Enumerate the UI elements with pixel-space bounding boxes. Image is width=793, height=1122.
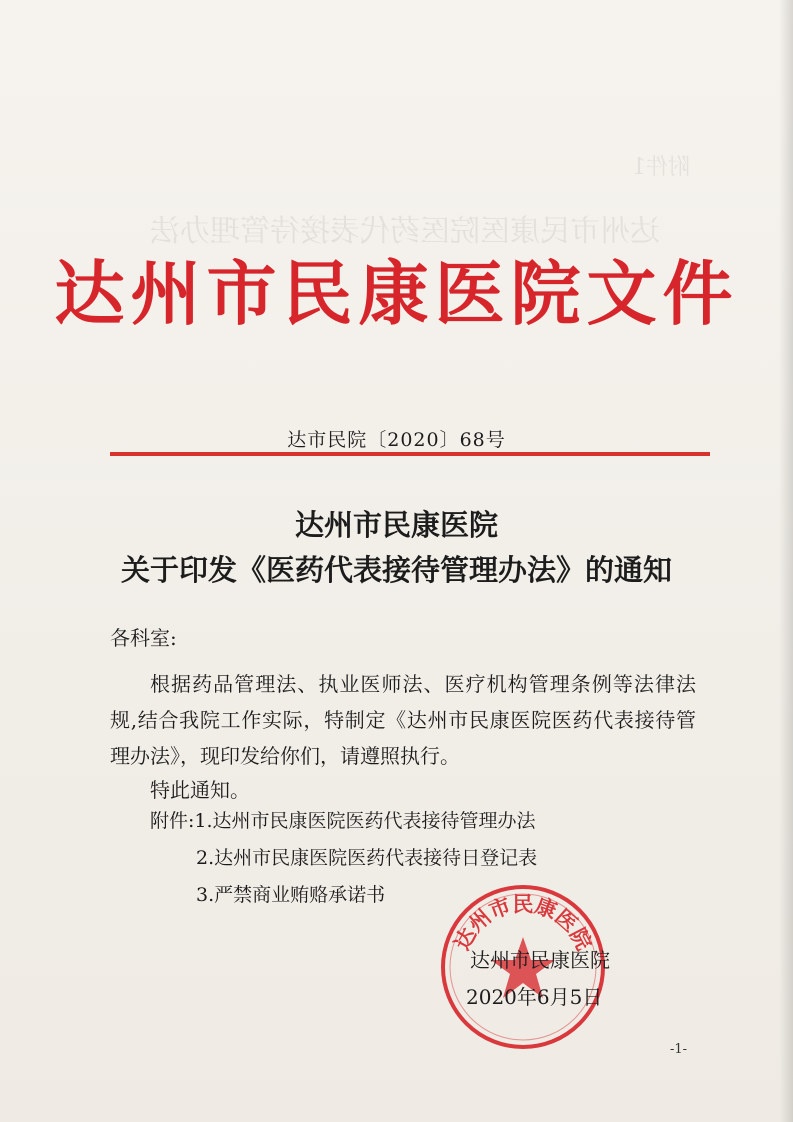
attachment-item-3: 3.严禁商业贿赂承诺书 [196,884,386,906]
page-number: -1- [670,1042,688,1057]
notice-title-line1: 达州市民康医院 [294,508,498,542]
show-through-attachment-label: 附件1 [632,155,690,180]
closing-notice: 特此通知。 [150,778,250,802]
attachment-item-1: 附件:1.达州市民康医院医药代表接待管理办法 [150,810,536,832]
notice-body: 根据药品管理法、执业医师法、医疗机构管理条例等法律法规,结合我院工作实际，特制定《达州市民康医院医药代表接待管理办法》，现印发给你们，请遵照执行。 [110,672,696,768]
document-header-title: 达州市民康医院文件 [54,253,739,335]
document-number: 达市民院〔2020〕68号 [287,429,506,451]
attachment-item-2: 2.达州市民康医院医药代表接待日登记表 [196,847,538,869]
salutation: 各科室: [110,626,177,650]
notice-title-line2: 关于印发《医药代表接待管理办法》的通知 [120,553,672,587]
signature-org: 达州市民康医院 [470,948,610,972]
seal-text: 达州市民康医院 [449,892,597,955]
red-separator-line [110,452,710,456]
show-through-title: 达州市民康医院医药代表接待管理办法 [150,214,660,249]
page-edge-shadow [779,0,793,1122]
signature-date: 2020年6月5日 [466,985,603,1009]
